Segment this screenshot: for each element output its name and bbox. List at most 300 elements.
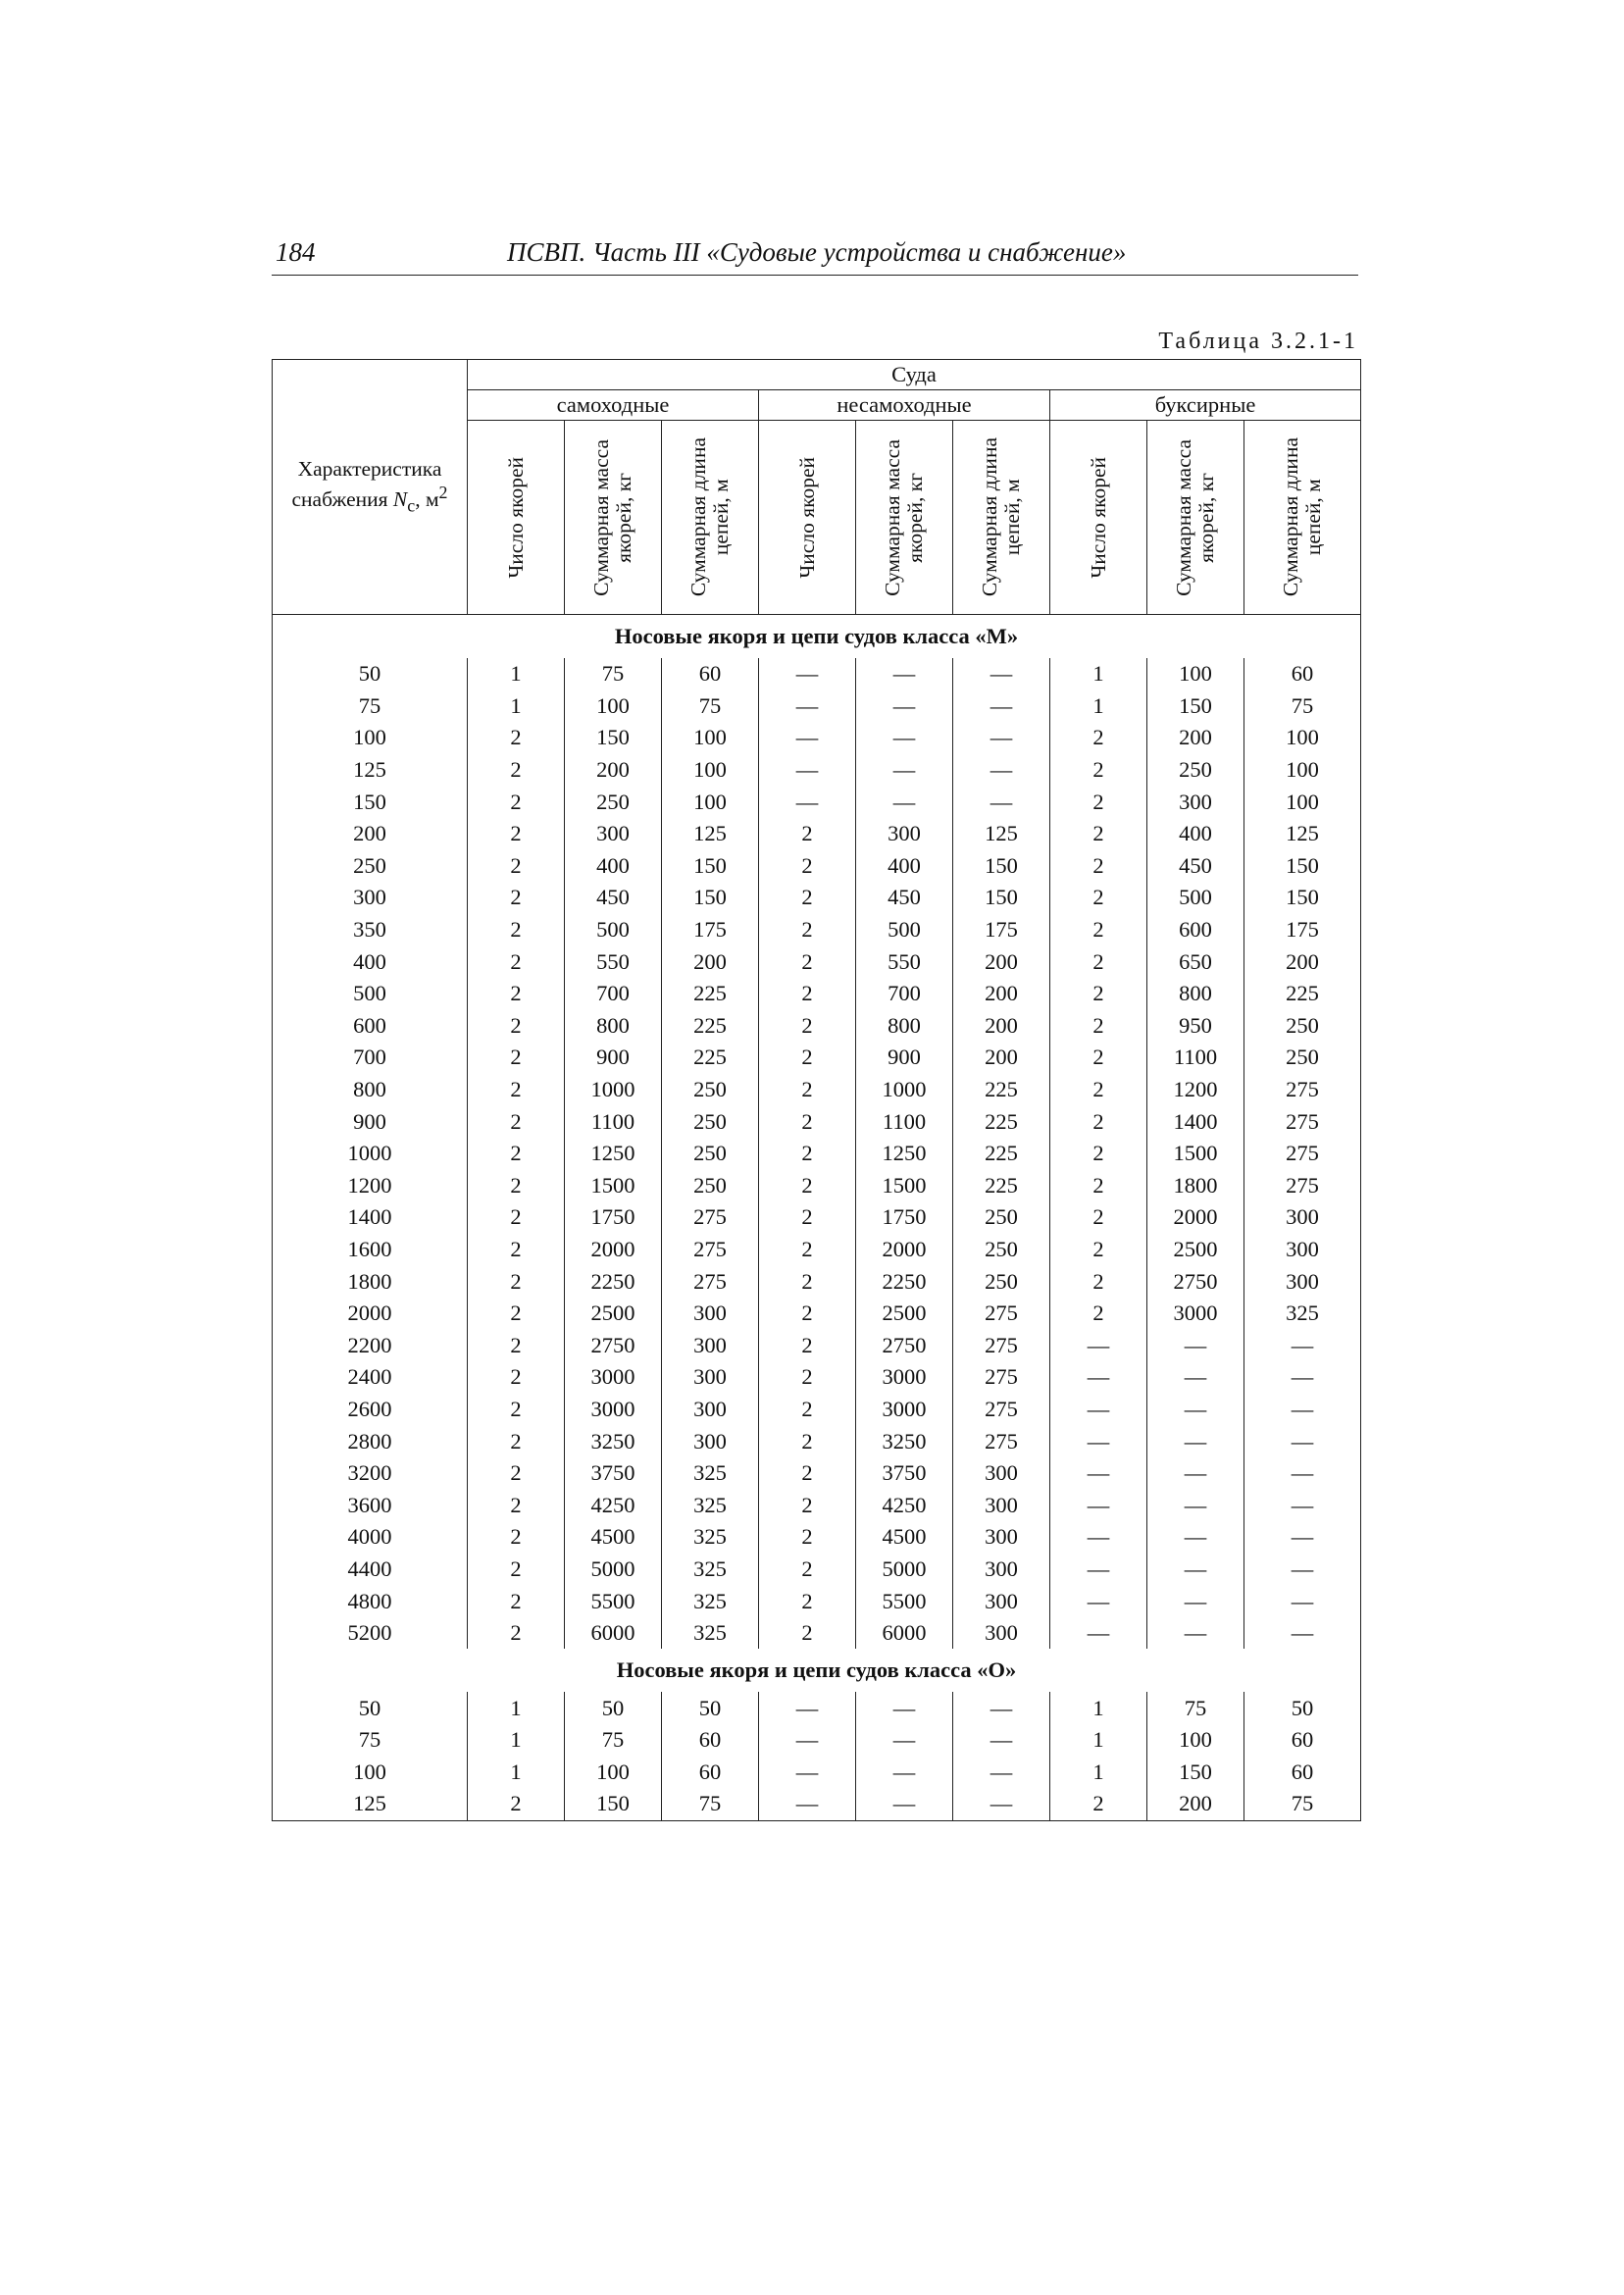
table-cell: 2	[1050, 1265, 1147, 1298]
table-cell: 2500	[856, 1298, 953, 1330]
table-cell: 2	[1050, 1042, 1147, 1074]
table-cell: 1	[1050, 1692, 1147, 1724]
table-cell: 1750	[856, 1201, 953, 1234]
table-cell: —	[759, 690, 856, 723]
table-cell: —	[953, 690, 1050, 723]
table-cell: 2	[759, 945, 856, 978]
characteristic-unit-power: 2	[438, 482, 448, 502]
table-cell: —	[759, 754, 856, 787]
table-cell: 2	[468, 818, 565, 850]
table-cell: 2	[1050, 1201, 1147, 1234]
table-cell: 5500	[565, 1585, 662, 1617]
table-cell: 2	[759, 882, 856, 914]
table-cell: —	[953, 722, 1050, 754]
table-cell: —	[1244, 1521, 1361, 1554]
table-cell: 325	[662, 1489, 759, 1521]
table-cell: 125	[273, 754, 468, 787]
table-cell: —	[1050, 1585, 1147, 1617]
table-cell: 550	[565, 945, 662, 978]
table-cell: 300	[1244, 1201, 1361, 1234]
table-cell: —	[1147, 1585, 1244, 1617]
table-cell: 2	[1050, 1298, 1147, 1330]
table-cell: 225	[1244, 978, 1361, 1010]
table-cell: 2	[1050, 722, 1147, 754]
table-cell: 2	[759, 1521, 856, 1554]
table-cell: 75	[273, 690, 468, 723]
table-cell: —	[759, 1724, 856, 1757]
table-cell: 2	[468, 722, 565, 754]
table-cell: 5500	[856, 1585, 953, 1617]
table-cell: 2	[468, 945, 565, 978]
table-cell: —	[1050, 1361, 1147, 1394]
table-row	[273, 1138, 1361, 1170]
table-cell: 325	[662, 1585, 759, 1617]
table-cell: 2	[468, 1234, 565, 1266]
table-row	[273, 945, 1361, 978]
table-cell: 275	[662, 1234, 759, 1266]
table-cell: 75	[662, 1788, 759, 1820]
table-cell: —	[1244, 1457, 1361, 1490]
table-cell: 1200	[1147, 1074, 1244, 1106]
table-cell: 150	[662, 850, 759, 883]
table-cell: 60	[1244, 658, 1361, 690]
table-cell: 2000	[856, 1234, 953, 1266]
column-header-label: Суммарная масса якорей, кг	[589, 438, 635, 596]
table-cell: 275	[1244, 1074, 1361, 1106]
table-cell: —	[1050, 1394, 1147, 1426]
table-cell: 100	[662, 754, 759, 787]
table-cell: —	[759, 722, 856, 754]
table-cell: 2750	[856, 1329, 953, 1361]
column-header	[856, 421, 953, 615]
table-cell: 100	[565, 690, 662, 723]
table-cell: 300	[565, 818, 662, 850]
table-cell: 1800	[273, 1265, 468, 1298]
table-cell: 250	[273, 850, 468, 883]
table-cell: 2	[759, 1489, 856, 1521]
table-cell: 2	[759, 1554, 856, 1586]
table-cell: 2	[759, 1105, 856, 1138]
table-cell: 900	[856, 1042, 953, 1074]
table-cell: 650	[1147, 945, 1244, 978]
table-cell: 4500	[856, 1521, 953, 1554]
table-cell: 300	[1147, 786, 1244, 818]
table-cell: 275	[953, 1394, 1050, 1426]
column-header-label: Суммарная длина цепей, м	[686, 437, 733, 597]
table-row	[273, 1457, 1361, 1490]
table-cell: 250	[953, 1234, 1050, 1266]
table-cell: 450	[1147, 850, 1244, 883]
table-cell: 2	[759, 914, 856, 946]
table-cell: 5000	[565, 1554, 662, 1586]
table-cell: 2	[1050, 1788, 1147, 1820]
table-cell: —	[1244, 1394, 1361, 1426]
table-cell: 175	[662, 914, 759, 946]
table-cell: 2	[468, 1105, 565, 1138]
table-cell: 100	[662, 786, 759, 818]
table-cell: 50	[662, 1692, 759, 1724]
table-cell: —	[856, 786, 953, 818]
ships-header: Суда	[468, 360, 1361, 390]
table-row	[273, 818, 1361, 850]
characteristic-symbol: N	[392, 486, 408, 511]
table-cell: —	[1147, 1554, 1244, 1586]
table-cell: 1800	[1147, 1170, 1244, 1202]
table-cell: 2	[759, 1234, 856, 1266]
table-cell: 300	[662, 1361, 759, 1394]
table-cell: 3000	[1147, 1298, 1244, 1330]
table-cell: 1750	[565, 1201, 662, 1234]
column-header-label: Суммарная масса якорей, кг	[881, 438, 927, 596]
table-cell: 100	[565, 1757, 662, 1789]
table-cell: 200	[953, 945, 1050, 978]
table-cell: —	[1147, 1489, 1244, 1521]
table-cell: 2	[759, 1298, 856, 1330]
table-cell: 300	[953, 1489, 1050, 1521]
table-cell: 300	[1244, 1265, 1361, 1298]
table-cell: 3250	[856, 1425, 953, 1457]
table-cell: 2	[468, 1554, 565, 1586]
table-cell: 300	[953, 1585, 1050, 1617]
table-row	[273, 1329, 1361, 1361]
table-cell: 250	[662, 1074, 759, 1106]
table-cell: 1500	[1147, 1138, 1244, 1170]
table-cell: 250	[565, 786, 662, 818]
table-cell: 100	[1244, 722, 1361, 754]
table-cell: 400	[856, 850, 953, 883]
table-row	[273, 1394, 1361, 1426]
column-header	[565, 421, 662, 615]
table-cell: 2	[468, 1265, 565, 1298]
table-cell: 2	[1050, 850, 1147, 883]
table-cell: —	[1244, 1617, 1361, 1650]
table-cell: 2	[759, 1329, 856, 1361]
table-cell: 2	[759, 1457, 856, 1490]
column-header	[468, 421, 565, 615]
table-cell: 2	[1050, 1170, 1147, 1202]
table-cell: 2	[759, 1042, 856, 1074]
table-cell: —	[953, 1724, 1050, 1757]
table-cell: 500	[856, 914, 953, 946]
table-cell: 275	[953, 1361, 1050, 1394]
table-cell: 1000	[273, 1138, 468, 1170]
table-cell: 125	[273, 1788, 468, 1820]
table-row	[273, 786, 1361, 818]
table-cell: 800	[273, 1074, 468, 1106]
table-cell: 100	[662, 722, 759, 754]
table-cell: 800	[1147, 978, 1244, 1010]
section-title: Носовые якоря и цепи судов класса «М»	[273, 615, 1361, 659]
table-cell: 2500	[1147, 1234, 1244, 1266]
table-cell: 600	[273, 1010, 468, 1043]
table-cell: 75	[565, 658, 662, 690]
table-cell: 2	[759, 1170, 856, 1202]
table-cell: 75	[1147, 1692, 1244, 1724]
characteristic-unit: , м	[415, 486, 439, 511]
table-cell: 1000	[856, 1074, 953, 1106]
table-cell: —	[953, 754, 1050, 787]
table-cell: 3000	[565, 1394, 662, 1426]
column-header	[1050, 421, 1147, 615]
characteristic-label: Характеристика снабжения	[291, 456, 442, 511]
table-cell: 6000	[856, 1617, 953, 1650]
table-cell: 50	[1244, 1692, 1361, 1724]
table-cell: 1600	[273, 1234, 468, 1266]
table-cell: 250	[1147, 754, 1244, 787]
table-cell: 4400	[273, 1554, 468, 1586]
table-cell: 1400	[1147, 1105, 1244, 1138]
table-cell: 400	[273, 945, 468, 978]
table-row	[273, 978, 1361, 1010]
table-cell: 800	[565, 1010, 662, 1043]
group-header: самоходные	[468, 390, 759, 421]
table-cell: 300	[953, 1457, 1050, 1490]
table-cell: 1	[468, 1757, 565, 1789]
column-header	[759, 421, 856, 615]
table-row	[273, 1201, 1361, 1234]
table-cell: 1500	[565, 1170, 662, 1202]
table-cell: 1	[468, 1692, 565, 1724]
table-cell: —	[1050, 1489, 1147, 1521]
table-cell: 125	[1244, 818, 1361, 850]
table-row	[273, 1042, 1361, 1074]
table-cell: 75	[662, 690, 759, 723]
table-cell: 2	[468, 1074, 565, 1106]
table-row	[273, 1361, 1361, 1394]
table-row	[273, 1554, 1361, 1586]
table-cell: 2800	[273, 1425, 468, 1457]
table-cell: 2	[468, 1170, 565, 1202]
table-cell: 700	[565, 978, 662, 1010]
table-cell: 250	[1244, 1010, 1361, 1043]
table-cell: 225	[953, 1074, 1050, 1106]
table-cell: 1	[468, 658, 565, 690]
table-cell: 300	[1244, 1234, 1361, 1266]
table-cell: 3600	[273, 1489, 468, 1521]
table-cell: 2000	[273, 1298, 468, 1330]
table-cell: 2	[468, 1617, 565, 1650]
table-cell: 275	[662, 1201, 759, 1234]
table-row	[273, 754, 1361, 787]
table-cell: 3750	[856, 1457, 953, 1490]
table-cell: 600	[1147, 914, 1244, 946]
table-cell: —	[953, 1692, 1050, 1724]
table-cell: 700	[856, 978, 953, 1010]
column-header	[1147, 421, 1244, 615]
table-cell: 2	[1050, 914, 1147, 946]
table-caption: Таблица 3.2.1-1	[1158, 329, 1358, 354]
table-cell: 150	[953, 850, 1050, 883]
table-cell: —	[1244, 1554, 1361, 1586]
table-cell: —	[856, 690, 953, 723]
table-cell: 2	[468, 754, 565, 787]
table-cell: 300	[856, 818, 953, 850]
table-cell: 400	[1147, 818, 1244, 850]
table-cell: 300	[662, 1298, 759, 1330]
table-cell: 2200	[273, 1329, 468, 1361]
table-cell: 1	[1050, 1757, 1147, 1789]
table-cell: 175	[953, 914, 1050, 946]
table-cell: 150	[565, 1788, 662, 1820]
table-row	[273, 1788, 1361, 1820]
table-cell: 2	[468, 1298, 565, 1330]
table-cell: —	[1050, 1521, 1147, 1554]
table-cell: —	[1147, 1521, 1244, 1554]
table-cell: 250	[662, 1105, 759, 1138]
table-head	[273, 360, 1361, 615]
table-cell: 150	[565, 722, 662, 754]
table-cell: 700	[273, 1042, 468, 1074]
table-cell: 325	[662, 1521, 759, 1554]
table-cell: 325	[662, 1457, 759, 1490]
table-cell: —	[1244, 1329, 1361, 1361]
table-cell: 2	[468, 978, 565, 1010]
characteristic-header	[273, 360, 468, 615]
table-cell: 2	[759, 978, 856, 1010]
table-cell: 2	[468, 1457, 565, 1490]
table-cell: —	[759, 658, 856, 690]
table-cell: 100	[1147, 658, 1244, 690]
table-cell: —	[1147, 1425, 1244, 1457]
table-cell: 100	[273, 722, 468, 754]
table-cell: 900	[565, 1042, 662, 1074]
table-cell: 1000	[565, 1074, 662, 1106]
table-cell: 75	[273, 1724, 468, 1757]
table-cell: 125	[953, 818, 1050, 850]
table-cell: —	[1244, 1489, 1361, 1521]
table-cell: 2	[759, 1201, 856, 1234]
table-row	[273, 1617, 1361, 1650]
table-row	[273, 850, 1361, 883]
table-cell: 50	[273, 1692, 468, 1724]
table-cell: 2	[468, 1361, 565, 1394]
table-cell: —	[953, 1788, 1050, 1820]
table-cell: 300	[953, 1617, 1050, 1650]
table-cell: 2	[1050, 1074, 1147, 1106]
anchor-chain-table	[272, 359, 1361, 1821]
column-header	[1244, 421, 1361, 615]
table-cell: 2	[468, 1138, 565, 1170]
table-cell: 3000	[565, 1361, 662, 1394]
table-cell: 500	[565, 914, 662, 946]
table-cell: —	[1050, 1554, 1147, 1586]
table-cell: 2	[468, 1201, 565, 1234]
table-cell: 225	[953, 1138, 1050, 1170]
table-cell: 2	[1050, 1234, 1147, 1266]
table-row	[273, 1265, 1361, 1298]
table-cell: 2500	[565, 1298, 662, 1330]
table-row	[273, 690, 1361, 723]
table-cell: 200	[953, 1042, 1050, 1074]
table-cell: 60	[662, 1757, 759, 1789]
table-cell: 2250	[856, 1265, 953, 1298]
table-cell: 2	[759, 1617, 856, 1650]
table-cell: —	[759, 1692, 856, 1724]
table-cell: 325	[1244, 1298, 1361, 1330]
table-row	[273, 1757, 1361, 1789]
table-cell: 2	[759, 850, 856, 883]
table-cell: —	[856, 658, 953, 690]
group-header: буксирные	[1050, 390, 1361, 421]
table-cell: —	[856, 1692, 953, 1724]
table-cell: 2	[1050, 978, 1147, 1010]
table-row	[273, 1105, 1361, 1138]
table-cell: 3250	[565, 1425, 662, 1457]
table-cell: 5200	[273, 1617, 468, 1650]
table-cell: 2	[468, 786, 565, 818]
column-header	[953, 421, 1050, 615]
group-header: несамоходные	[759, 390, 1050, 421]
table-cell: 2600	[273, 1394, 468, 1426]
table-cell: 150	[1244, 882, 1361, 914]
table-cell: 3750	[565, 1457, 662, 1490]
table-row	[273, 1234, 1361, 1266]
table-cell: 2750	[1147, 1265, 1244, 1298]
section-title: Носовые якоря и цепи судов класса «О»	[273, 1649, 1361, 1692]
table-cell: 325	[662, 1554, 759, 1586]
table-cell: —	[1050, 1617, 1147, 1650]
table-cell: 2	[468, 1788, 565, 1820]
table-cell: 1200	[273, 1170, 468, 1202]
table-cell: 150	[273, 786, 468, 818]
table-cell: 275	[1244, 1170, 1361, 1202]
table-cell: —	[759, 786, 856, 818]
table-cell: 3000	[856, 1394, 953, 1426]
table-cell: 200	[662, 945, 759, 978]
table-cell: 200	[273, 818, 468, 850]
table-cell: 75	[1244, 690, 1361, 723]
table-cell: 450	[856, 882, 953, 914]
table-cell: 950	[1147, 1010, 1244, 1043]
table-cell: —	[953, 1757, 1050, 1789]
table-row	[273, 1521, 1361, 1554]
table-cell: 225	[662, 1042, 759, 1074]
table-cell: 550	[856, 945, 953, 978]
table-cell: 1100	[856, 1105, 953, 1138]
table-cell: 275	[662, 1265, 759, 1298]
table-cell: 75	[565, 1724, 662, 1757]
table-cell: 2	[1050, 754, 1147, 787]
table-row	[273, 1074, 1361, 1106]
table-cell: —	[1147, 1394, 1244, 1426]
table-cell: 150	[1244, 850, 1361, 883]
table-cell: 100	[1244, 754, 1361, 787]
table-cell: 125	[662, 818, 759, 850]
table-cell: 225	[662, 978, 759, 1010]
table-cell: —	[1050, 1425, 1147, 1457]
table-row	[273, 1170, 1361, 1202]
table-cell: 60	[662, 658, 759, 690]
table-cell: 2	[759, 1585, 856, 1617]
table-cell: 200	[953, 978, 1050, 1010]
column-header-label: Число якорей	[794, 456, 819, 579]
table-cell: 2	[759, 1074, 856, 1106]
table-cell: 400	[565, 850, 662, 883]
table-cell: —	[759, 1788, 856, 1820]
characteristic-subscript: с	[407, 495, 416, 516]
table-cell: —	[759, 1757, 856, 1789]
table-cell: 2	[468, 1010, 565, 1043]
table-cell: —	[953, 658, 1050, 690]
section-row	[273, 615, 1361, 659]
table-cell: 2000	[1147, 1201, 1244, 1234]
table-cell: 100	[273, 1757, 468, 1789]
table-cell: 60	[1244, 1757, 1361, 1789]
table-cell: 1	[1050, 690, 1147, 723]
table-cell: 2	[1050, 818, 1147, 850]
section-row	[273, 1649, 1361, 1692]
table-cell: 2	[468, 1425, 565, 1457]
